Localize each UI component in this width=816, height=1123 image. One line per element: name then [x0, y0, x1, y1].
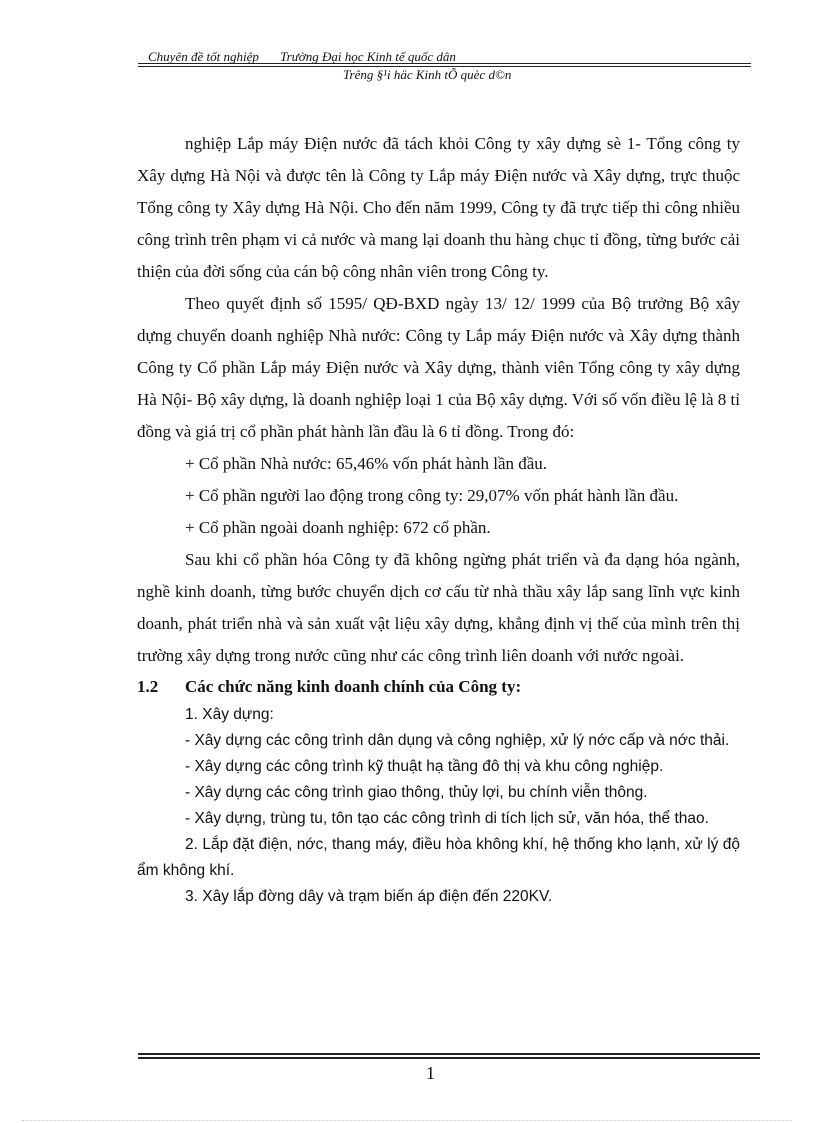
function-1-item: - Xây dựng, trùng tu, tôn tạo các công trình di tích lịch sử, văn hóa, thể thao. [185, 810, 709, 827]
function-1-item: - Xây dựng các công trình dân dụng và công nghiệp, xử lý nớc cấp và nớc thải. [185, 732, 730, 749]
section-title: Các chức năng kinh doanh chính của Công ty: [185, 677, 522, 696]
body-text [137, 128, 740, 910]
paragraph-2: Theo quyết định số 1595/ QĐ-BXD ngày 13/ 12/ 1999 của Bộ trưởng Bộ xây dựng chuyển doanh nghiệp Nhà nước: Công ty Lắp máy Điện nước và Xây dựng thành Công ty Cổ phần Lắp máy Điện nước và Xây dựng, thành viên Tổng công ty xây dựng Hà Nội- Bộ xây dựng, là doanh nghiệp loại 1 của Bộ xây dựng. Với số vốn điều lệ là 8 tỉ đồng và giá trị cổ phần phát hành lần đầu là 6 tỉ đồng. Trong đó: [137, 294, 740, 441]
function-1-item: - Xây dựng các công trình giao thông, thủy lợi, bu chính viễn thông. [185, 784, 648, 801]
footer-rule-top [138, 1053, 760, 1055]
paragraph-1: nghiệp Lắp máy Điện nước đã tách khỏi Công ty xây dựng sè 1- Tổng công ty Xây dựng Hà Nội và được tên là Công ty Lắp máy Điện nước và Xây dựng, trực thuộc Tổng công ty Xây dựng Hà Nội. Cho đến năm 1999, Công ty đã trực tiếp thi công nhiều công trình trên phạm vi cả nước và mang lại doanh thu hàng chục tỉ đồng, từng bước cải thiện của đời sống của cán bộ công nhân viên trong Công ty. [137, 134, 740, 281]
share-item-employees: + Cổ phần người lao động trong công ty: 29,07% vốn phát hành lần đầu. [185, 486, 679, 505]
function-2: 2. Lắp đặt điện, nớc, thang máy, điều hòa không khí, hệ thống kho lạnh, xử lý độ ẩm không khí. [137, 836, 740, 879]
header-left-title: Chuyên đề tốt nghiệp [148, 49, 259, 64]
section-heading [137, 672, 740, 702]
page-edge-dots [22, 1120, 792, 1121]
share-item-state: + Cổ phần Nhà nước: 65,46% vốn phát hành lần đầu. [185, 454, 548, 473]
paragraph-3: Sau khi cổ phần hóa Công ty đã không ngừng phát triển và đa dạng hóa ngành, nghề kinh doanh, từng bước chuyển dịch cơ cấu từ nhà thầu xây lắp sang lĩnh vực kinh doanh, phát triển nhà và sản xuất vật liệu xây dựng, khẳng định vị thế của mình trên thị trường xây dựng trong nước cũng như các công trình liên doanh với nước ngoài. [137, 550, 740, 665]
function-1-title: 1. Xây dựng: [185, 706, 274, 723]
section-number: 1.2 [137, 677, 159, 696]
share-item-outside: + Cổ phần ngoài doanh nghiệp: 672 cổ phần. [185, 518, 491, 537]
page-number: 1 [426, 1063, 435, 1083]
function-1-item: - Xây dựng các công trình kỹ thuật hạ tầng đô thị và khu công nghiệp. [185, 758, 664, 775]
function-3: 3. Xây lắp đờng dây và trạm biến áp điện đến 220KV. [185, 888, 553, 905]
footer-rule-bottom [138, 1057, 760, 1059]
header-garbled-title: Trêng §¹i häc Kinh tÕ quèc d©n [343, 67, 512, 82]
header-rule-top [138, 63, 751, 64]
header-right-title: Trường Đại học Kinh tế quốc dân [280, 49, 456, 64]
